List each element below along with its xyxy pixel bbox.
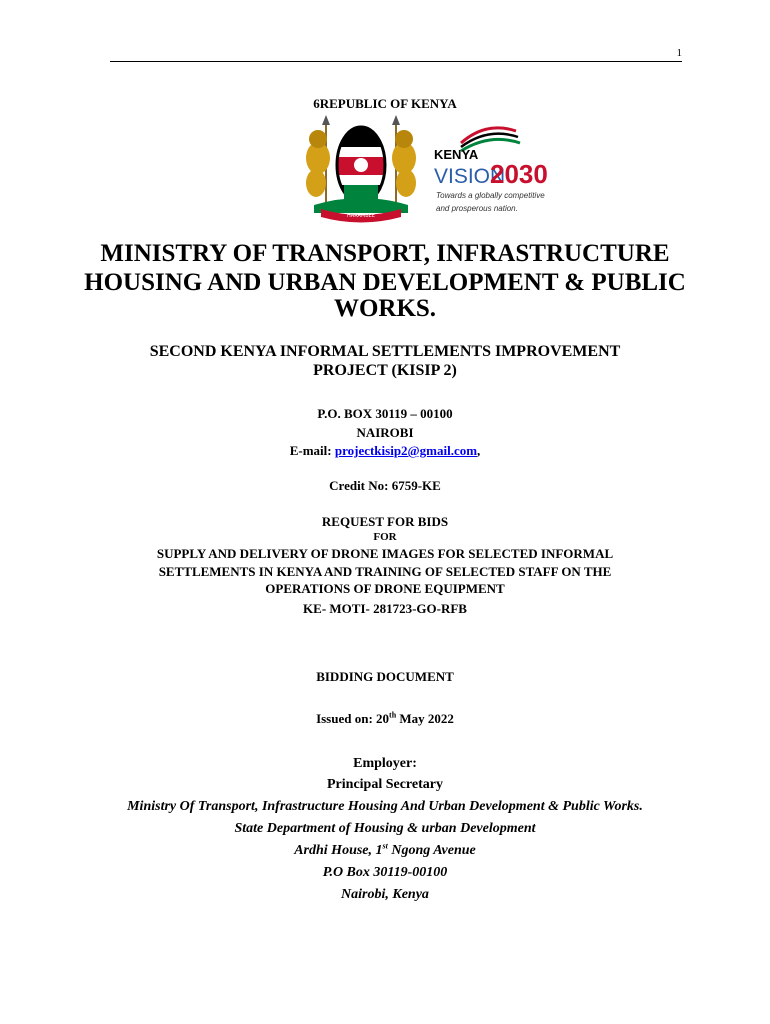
employer-label: Employer: — [353, 756, 417, 771]
employer-ministry: Ministry Of Transport, Infrastructure Housing And Urban Development & Public Works. — [127, 799, 643, 814]
employer-city: Nairobi, Kenya — [341, 887, 429, 902]
city: NAIROBI — [356, 425, 414, 440]
request-line-1: SUPPLY AND DELIVERY OF DRONE IMAGES FOR SELECTED INFORMAL — [156, 546, 614, 561]
employer-address: Ardhi House, 1st Ngong Avenue — [294, 841, 476, 858]
email-suffix: , — [477, 443, 481, 458]
document-type: BIDDING DOCUMENT — [316, 669, 454, 684]
request-heading: REQUEST FOR BIDS — [321, 514, 449, 529]
svg-text:KENYA: KENYA — [434, 147, 479, 162]
request-line-3: OPERATIONS OF DRONE EQUIPMENT — [265, 581, 505, 596]
reference-number: KE- MOTI- 281723-GO-RFB — [303, 601, 467, 616]
email-link[interactable]: projectkisip2@gmail.com — [334, 443, 478, 458]
email-label: E-mail: — [289, 443, 335, 458]
request-for: FOR — [373, 531, 397, 543]
request-line-2: SETTLEMENTS IN KENYA AND TRAINING OF SELECTED STAFF ON THE — [158, 564, 612, 579]
project-line-1: SECOND KENYA INFORMAL SETTLEMENTS IMPROVEMENT — [149, 343, 621, 360]
logos — [296, 113, 548, 221]
po-box: P.O. BOX 30119 – 00100 — [317, 406, 453, 421]
email-line — [0, 442, 770, 459]
employer-po-box: P.O Box 30119-00100 — [322, 865, 448, 880]
page-number: 1 — [676, 47, 682, 59]
employer-department: State Department of Housing & urban Development — [234, 821, 536, 836]
svg-text:and prosperous nation.: and prosperous nation. — [436, 204, 518, 213]
ministry-line-2: HOUSING AND URBAN DEVELOPMENT & PUBLIC — [84, 269, 686, 296]
svg-text:VISION: VISION — [434, 165, 506, 188]
ministry-line-1: MINISTRY OF TRANSPORT, INFRASTRUCTURE — [100, 240, 670, 267]
kenya-coat-of-arms-icon — [296, 113, 548, 221]
project-line-2: PROJECT (KISIP 2) — [313, 362, 457, 379]
ministry-line-3: WORKS. — [333, 295, 437, 322]
svg-text:2030: 2030 — [490, 159, 548, 189]
issued-date: Issued on: 20th May 2022 — [316, 710, 454, 726]
republic-heading: 6REPUBLIC OF KENYA — [313, 96, 457, 111]
employer-title: Principal Secretary — [327, 777, 443, 792]
credit-number: Credit No: 6759-KE — [329, 478, 441, 493]
header-rule — [110, 61, 682, 62]
svg-text:HARAMBEE: HARAMBEE — [347, 213, 375, 219]
svg-text:Towards a globally competitive: Towards a globally competitive — [436, 191, 545, 200]
